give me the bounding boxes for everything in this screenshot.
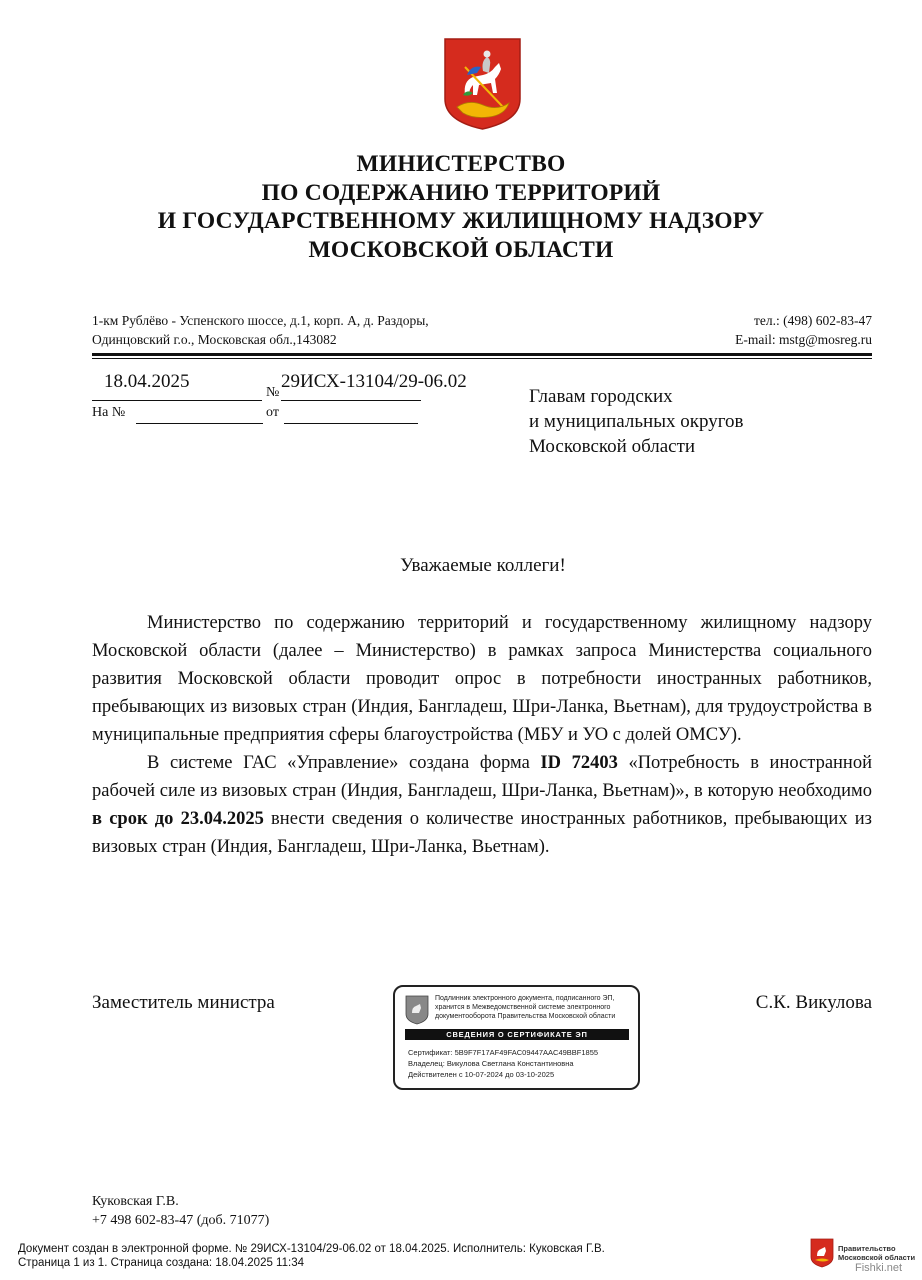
document-footer (18, 1243, 605, 1270)
deadline: в срок до 23.04.2025 (92, 809, 264, 829)
watermark: Fishki.net (855, 1262, 903, 1274)
body-text: внести сведения о количестве иностранных работников, пребывающих из визовых стран (Индия, Бангладеш, Шри-Ланка, Вьетнам). (92, 809, 872, 857)
from-underline (284, 423, 418, 424)
number-sign: № (266, 385, 280, 400)
form-id: ID 72403 (540, 753, 618, 773)
executor-name: Куковская Г.В. (92, 1194, 179, 1209)
certificate-validity: Действителен с 10-07-2024 до 03-10-2025 (408, 1070, 555, 1079)
signer-position: Заместитель министра (92, 992, 275, 1013)
email-text: E-mail: mstg@mosreg.ru (735, 332, 872, 347)
ministry-line: ПО СОДЕРЖАНИЮ ТЕРРИТОРИЙ (261, 179, 661, 206)
stamp-header: СВЕДЕНИЯ О СЕРТИФИКАТЕ ЭП (405, 1029, 629, 1040)
emblem-icon (405, 995, 429, 1025)
address-line: 1-км Рублёво - Успенского шоссе, д.1, корп. А, д. Раздоры, (92, 313, 429, 328)
address-line: Одинцовский г.о., Московская обл.,143082 (92, 332, 337, 347)
footer-line: Страница 1 из 1. Страница создана: 18.04.2025 11:34 (18, 1256, 304, 1269)
footer-line: Документ создан в электронной форме. № 29ИСХ-13104/29-06.02 от 18.04.2025. Исполнитель: Куковская Г.В. (18, 1243, 605, 1255)
addressee (529, 384, 743, 459)
logo-line: Московской области (838, 1252, 916, 1262)
addressee-line: Московской области (529, 436, 696, 457)
ministry-address (92, 311, 429, 349)
signer-name: С.К. Викулова (755, 992, 872, 1013)
ministry-line: МОСКОВСКОЙ ОБЛАСТИ (308, 236, 614, 263)
body-paragraph-1: Министерство по содержанию территорий и государственному жилищному надзору Московской области (далее – Министерство) в рамках запроса Министерства социального развития Московской области проводит опрос в потребности иностранных работников, пребывающих из визовых стран (Индия, Бангладеш, Шри-Ланка, Вьетнам), для трудоустройства в муниципальные предприятия сферы благоустройства (МБУ и УО с долей ОМСУ). (92, 613, 872, 745)
number-underline (281, 400, 421, 401)
stamp-notice: Подлинник электронного документа, подписанного ЭП, хранится в Межведомственной системе электронного документооборота Правительства Московской области (435, 995, 616, 1020)
e-signature-stamp (393, 985, 640, 1090)
ministry-line: МИНИСТЕРСТВО (356, 151, 566, 177)
coat-of-arms-icon (443, 37, 522, 131)
body-text: «Потребность в иностранной рабочей силе из визовых стран (Индия, Бангладеш, Шри-Ланка, Вьетнам)», в которую необходимо (92, 753, 872, 801)
ministry-title (0, 150, 922, 264)
certificate-number: Сертификат: 5B9F7F17AF49FAC09447AAC49BBF1855 (408, 1048, 599, 1057)
body-paragraph-2 (92, 749, 872, 861)
government-logo-text (838, 1245, 915, 1262)
reply-to-underline (136, 423, 263, 424)
greeting: Уважаемые коллеги! (400, 555, 566, 576)
government-logo-icon (810, 1238, 834, 1268)
ministry-contacts (735, 311, 872, 349)
date-underline (92, 400, 262, 401)
ministry-line: И ГОСУДАРСТВЕННОМУ ЖИЛИЩНОМУ НАДЗОРУ (157, 208, 765, 234)
certificate-owner: Владелец: Викулова Светлана Константиновна (408, 1059, 574, 1068)
certificate-details (408, 1047, 598, 1080)
header-divider-thin (92, 358, 872, 359)
from-label: от (266, 405, 279, 420)
addressee-line: и муниципальных округов (529, 411, 744, 432)
executor-phone: +7 498 602-83-47 (доб. 71077) (92, 1212, 270, 1228)
letter-body (92, 609, 872, 861)
addressee-line: Главам городских (529, 386, 673, 407)
phone-text: тел.: (498) 602-83-47 (754, 313, 872, 328)
body-text: В системе ГАС «Управление» создана форма (147, 753, 541, 773)
reply-to-label: На № (92, 405, 126, 420)
registration-number: 29ИСХ-13104/29-06.02 (281, 371, 467, 392)
logo-line: Правительство (838, 1244, 896, 1253)
header-divider (92, 353, 872, 356)
executor (92, 1193, 269, 1230)
registration-date: 18.04.2025 (104, 371, 190, 392)
